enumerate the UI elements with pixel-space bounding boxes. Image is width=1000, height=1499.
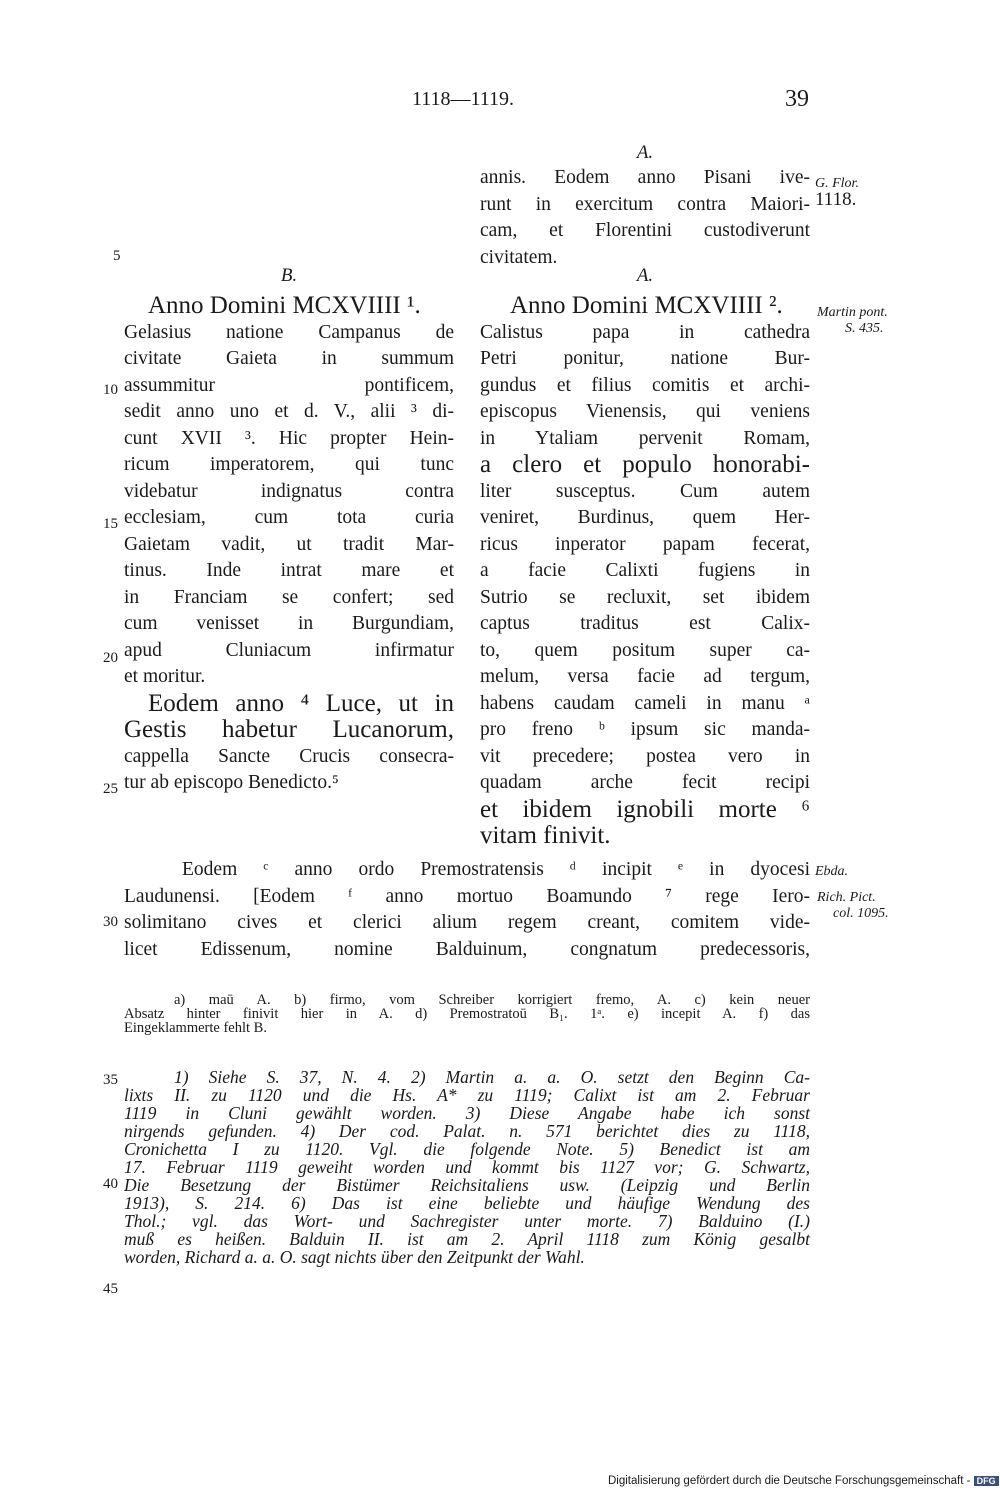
text-line: Eodem ᶜ anno ordo Premostratensis ᵈ incipit ᵉ in dyocesi — [182, 859, 810, 880]
text-line: ricus inperator papam fecerat, — [480, 533, 810, 555]
text-line: Laudunensi. [Eodem ᶠ anno mortuo Boamundo ⁷ rege Iero- — [124, 885, 810, 907]
page-number: 39 — [785, 86, 809, 112]
line-number: 30 — [103, 914, 118, 930]
top-block — [480, 165, 810, 271]
text-line: apud Cluniacum infirmatur — [124, 639, 454, 661]
footnote-line: nirgends gefunden. 4) Der cod. Palat. n. 571 berichtet dies zu 1118, — [124, 1121, 810, 1141]
line-number: 25 — [103, 781, 118, 797]
text-line: Petri ponitur, natione Bur- — [480, 348, 810, 369]
text-line: Sutrio se recluxit, set ibidem — [480, 586, 810, 608]
footnote-line: 1119 in Cluni gewählt worden. 3) Diese Angabe habe ich sonst — [124, 1103, 810, 1123]
margin-line: col. 1095. — [833, 906, 889, 921]
text-line: cunt XVII ³. Hic propter Hein- — [124, 427, 454, 449]
text-line: cum venisset in Burgundiam, — [124, 613, 454, 634]
text-line: Gelasius natione Campanus de — [124, 321, 454, 343]
text-line: et moritur. — [124, 666, 206, 687]
dfg-logo: DFG — [974, 1476, 999, 1486]
note-line: a) maū A. b) firmo, vom Schreiber korrigiert fremo, A. c) kein neuer — [174, 992, 810, 1008]
text-line: et ibidem ignobili morte ⁶ — [480, 795, 810, 823]
text-line: liter susceptus. Cum autem — [480, 480, 810, 502]
note-line: Absatz hinter finivit hier in A. d) Premostratoū B₁. 1ᵃ. e) incepit A. f) das — [124, 1006, 810, 1022]
text-line: tur ab episcopo Benedicto.⁵ — [124, 772, 339, 793]
margin-line: S. 435. — [845, 321, 884, 336]
text-line: annis. Eodem anno Pisani ive- — [480, 167, 810, 188]
text-line: a facie Calixti fugiens in — [480, 560, 810, 581]
running-head: 1118—1119. — [412, 88, 515, 110]
text-line: in Franciam se confert; sed — [124, 586, 454, 608]
line-number: 5 — [113, 248, 121, 264]
text-line: civitate Gaieta in summum — [124, 348, 454, 369]
text-line: cam, et Florentini custodiverunt — [480, 220, 810, 241]
footnote-line: 1913), S. 214. 6) Das ist eine beliebte und häufige Wendung des — [124, 1193, 810, 1213]
text-line: Calistus papa in cathedra — [480, 321, 810, 343]
siglum-b: B. — [280, 265, 298, 286]
margin-line: 1118. — [815, 189, 857, 210]
text-line: Gestis habetur Lucanorum, — [124, 716, 454, 743]
margin-note-ebda: Ebda. — [815, 864, 849, 879]
line-number: 40 — [103, 1176, 118, 1192]
text-line: vit precedere; postea vero in — [480, 745, 810, 767]
line-number: 35 — [103, 1072, 118, 1088]
margin-note-top — [815, 176, 859, 208]
footnote-line: Cronichetta I zu 1120. Vgl. die folgende Note. 5) Benedict ist am — [124, 1139, 810, 1159]
text-line: veniret, Burdinus, quem Her- — [480, 507, 810, 528]
margin-line: Martin pont. — [817, 305, 888, 320]
footnote-line: muß es heißen. Balduin II. ist am 2. April 1118 zum König gesalbt — [124, 1229, 810, 1249]
margin-line: Rich. Pict. — [817, 890, 876, 905]
margin-note-martin — [817, 305, 888, 337]
text-line: to, quem positum super ca- — [480, 639, 810, 661]
footnote-line: lixts II. zu 1120 und die Hs. A* zu 1119; Calixt ist am 2. Februar — [124, 1085, 810, 1105]
column-b — [124, 293, 454, 797]
text-line: assummitur pontificem, — [124, 374, 454, 396]
footnote-line: 17. Februar 1119 geweiht worden und kommt bis 1127 vor; G. Schwartz, — [124, 1157, 810, 1177]
text-line: tinus. Inde intrat mare et — [124, 560, 454, 581]
text-line: habens caudam cameli in manu ᵃ — [480, 692, 810, 714]
line-number: 45 — [103, 1281, 118, 1297]
text-line: pro freno ᵇ ipsum sic manda- — [480, 719, 810, 740]
text-line: melum, versa facie ad tergum, — [480, 666, 810, 687]
text-line: episcopus Vienensis, qui veniens — [480, 401, 810, 422]
text-line: videbatur indignatus contra — [124, 480, 454, 502]
text-line: vitam finivit. — [480, 822, 611, 849]
text-line: ricum imperatorem, qui tunc — [124, 454, 454, 475]
text-line: Gaietam vadit, ut tradit Mar- — [124, 533, 454, 555]
footnote-line: worden, Richard a. a. O. sagt nichts über den Zeitpunkt der Wahl. — [124, 1247, 585, 1267]
full-width-paragraph — [124, 857, 810, 963]
text-line: a clero et populo honorabi- — [480, 451, 810, 478]
line-number: 15 — [103, 516, 118, 532]
text-line: Eodem anno ⁴ Luce, ut in — [148, 689, 454, 717]
text-line: runt in exercitum contra Maiori- — [480, 193, 810, 215]
siglum-a-top: A. — [636, 142, 654, 163]
footnotes — [124, 1068, 810, 1266]
footnote-line: 1) Siehe S. 37, N. 4. 2) Martin a. a. O. setzt den Beginn Ca- — [174, 1067, 810, 1087]
column-a — [480, 293, 810, 850]
digitization-credit — [608, 1475, 999, 1487]
text-line: licet Edissenum, nomine Balduinum, congnatum predecessoris, — [124, 938, 810, 960]
text-line: cappella Sancte Crucis consecra- — [124, 745, 454, 767]
line-number: 10 — [103, 382, 118, 398]
text-line: quadam arche fecit recipi — [480, 772, 810, 793]
margin-line: G. Flor. — [815, 176, 859, 191]
margin-note-rich — [817, 890, 889, 922]
siglum-a: A. — [636, 265, 654, 286]
text-line: solimitano cives et clerici alium regem creant, comitem vide- — [124, 912, 810, 933]
text-line: ecclesiam, cum tota curia — [124, 507, 454, 528]
line-number: 20 — [103, 650, 118, 666]
textual-notes — [124, 993, 810, 1035]
text-line: captus traditus est Calix- — [480, 613, 810, 634]
text-line: sedit anno uno et d. V., alii ³ di- — [124, 401, 454, 422]
text-line: civitatem. — [480, 246, 558, 268]
text-line: gundus et filius comitis et archi- — [480, 374, 810, 396]
note-line: Eingeklammerte fehlt B. — [124, 1020, 267, 1036]
year-heading: Anno Domini MCXVIIII ². — [510, 292, 783, 319]
footnote-line: Die Besetzung der Bistümer Reichsitaliens usw. (Leipzig und Berlin — [124, 1175, 810, 1195]
text-line: in Ytaliam pervenit Romam, — [480, 427, 810, 449]
credit-text: Digitalisierung gefördert durch die Deutsche Forschungsgemeinschaft - — [608, 1475, 971, 1487]
year-heading: Anno Domini MCXVIIII ¹. — [148, 292, 421, 319]
footnote-line: Thol.; vgl. das Wort- und Sachregister unter morte. 7) Balduino (I.) — [124, 1211, 810, 1231]
